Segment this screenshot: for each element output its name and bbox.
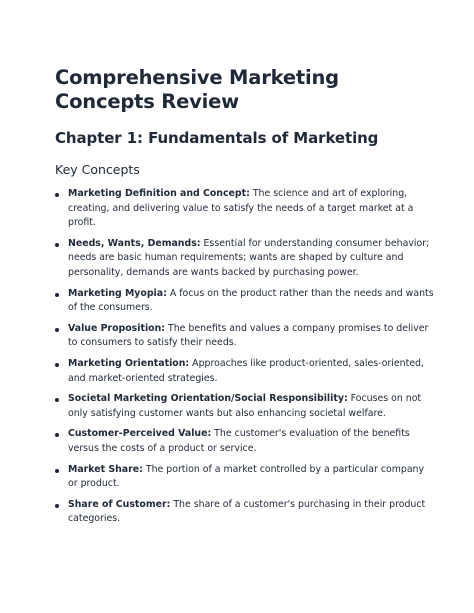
concept-definition: Approaches like product-oriented, sales-oriented, and market-oriented strategies. — [68, 357, 424, 384]
bullet-icon — [55, 363, 59, 367]
list-item — [55, 322, 434, 351]
concept-term: Market Share: — [68, 463, 143, 475]
concept-definition: Focuses on not only satisfying customer wants but also enhancing societal welfare. — [68, 393, 422, 419]
concept-definition: The science and art of exploring, creating, and delivering value to satisfy the needs of a target market at a profit. — [68, 188, 414, 229]
list-item — [55, 287, 434, 316]
concept-term: Societal Marketing Orientation/Social Responsibility: — [68, 393, 348, 405]
bullet-icon — [55, 398, 59, 402]
list-item — [55, 498, 434, 527]
concept-definition: The portion of a market controlled by a particular company or product. — [68, 463, 425, 490]
list-item — [55, 187, 434, 231]
bullet-icon — [55, 243, 59, 247]
concept-definition: Essential for understanding consumer behavior; needs are basic human requirements; wants are shaped by culture and personality, demands are wants backed by purchasing power. — [68, 237, 430, 278]
concept-term: Marketing Orientation: — [68, 357, 190, 369]
concept-term: Needs, Wants, Demands: — [68, 237, 201, 249]
bullet-icon — [55, 193, 59, 197]
concept-term: Marketing Myopia: — [68, 287, 167, 299]
concept-definition: The customer's evaluation of the benefits versus the costs of a product or service. — [68, 428, 410, 454]
concept-definition: A focus on the product rather than the needs and wants of the consumers. — [68, 287, 434, 314]
bullet-icon — [55, 328, 59, 332]
concept-term: Customer-Perceived Value: — [68, 428, 212, 440]
bullet-icon — [55, 504, 59, 508]
concept-definition: The share of a customer's purchasing in their product categories. — [68, 498, 426, 525]
concept-term: Marketing Definition and Concept: — [68, 188, 250, 199]
bullet-icon — [55, 293, 59, 297]
chapter-title: Chapter 1: Fundamentals of Marketing — [55, 129, 379, 147]
concept-term: Value Proposition: — [68, 322, 166, 334]
document-title: Comprehensive Marketing Concepts Review — [55, 66, 339, 113]
list-item — [55, 427, 434, 456]
bullet-icon — [55, 433, 59, 437]
concept-term: Share of Customer: — [68, 498, 171, 510]
section-title: Key Concepts — [55, 162, 140, 177]
bullet-icon — [55, 469, 59, 473]
list-item — [55, 463, 434, 492]
key-concepts-list — [55, 187, 434, 527]
list-item — [55, 357, 434, 386]
concept-definition: The benefits and values a company promises to deliver to consumers to satisfy their needs. — [68, 322, 429, 349]
list-item — [55, 237, 434, 281]
list-item — [55, 392, 434, 421]
